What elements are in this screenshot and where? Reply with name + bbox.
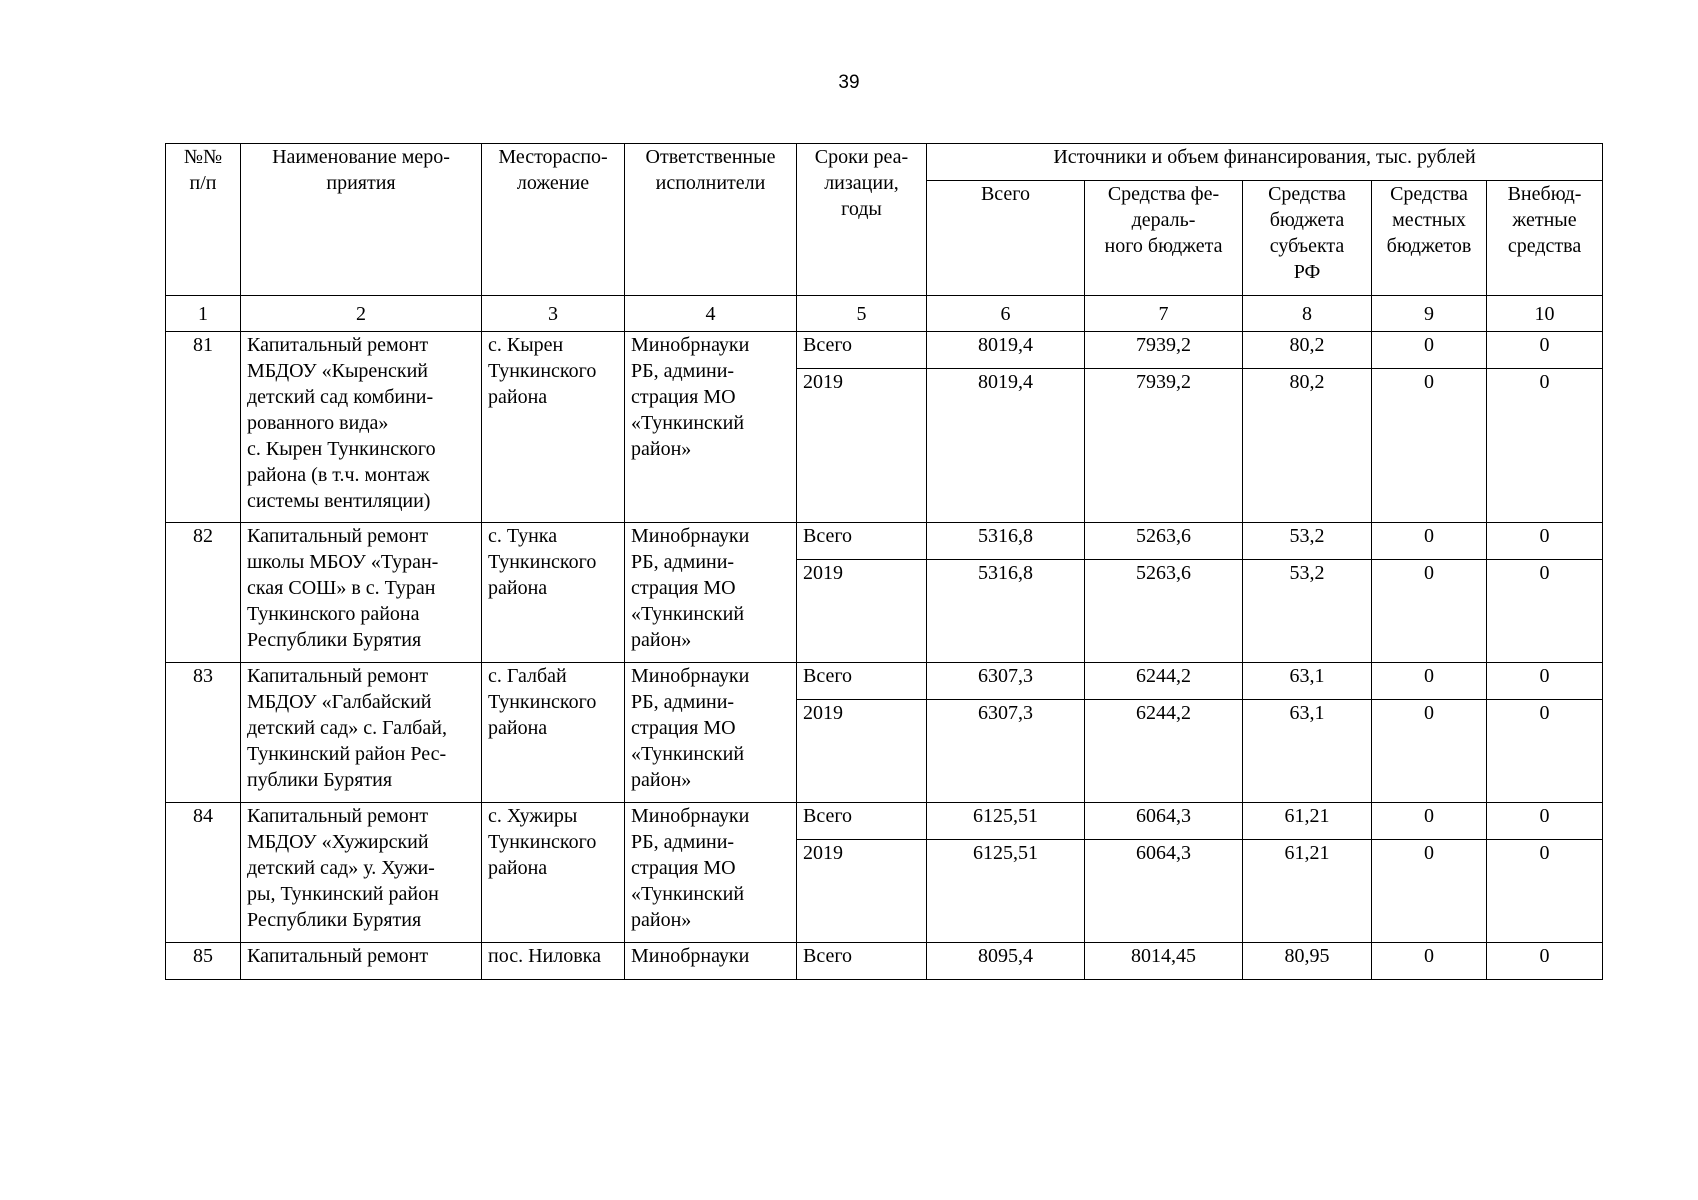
amount-total: 6307,3 [927, 663, 1085, 700]
period-label: Всего [797, 943, 927, 980]
period-label: Всего [797, 332, 927, 369]
amount-local: 0 [1372, 332, 1487, 369]
table-row [166, 523, 1603, 560]
header-local: Средства местных бюджетов [1372, 181, 1487, 296]
executors: Минобрнауки РБ, админи- страция МО «Тункинский район» [625, 803, 797, 943]
header-total: Всего [927, 181, 1085, 296]
period-label: Всего [797, 523, 927, 560]
amount-local: 0 [1372, 803, 1487, 840]
amount-total: 5316,8 [927, 523, 1085, 560]
header-period: Сроки реа- лизации, годы [797, 144, 927, 296]
period-label: Всего [797, 803, 927, 840]
period-label: Всего [797, 663, 927, 700]
amount-federal: 8014,45 [1085, 943, 1243, 980]
amount-extrabudgetary: 0 [1487, 369, 1603, 523]
location: с. Галбай Тункинского района [482, 663, 625, 803]
amount-subject: 80,95 [1243, 943, 1372, 980]
executors: Минобрнауки РБ, админи- страция МО «Тункинский район» [625, 332, 797, 523]
amount-extrabudgetary: 0 [1487, 332, 1603, 369]
location: с. Тунка Тункинского района [482, 523, 625, 663]
header-federal: Средства фе- дераль- ного бюджета [1085, 181, 1243, 296]
amount-subject: 53,2 [1243, 560, 1372, 663]
amount-local: 0 [1372, 943, 1487, 980]
amount-subject: 80,2 [1243, 332, 1372, 369]
amount-subject: 53,2 [1243, 523, 1372, 560]
row-number: 81 [166, 332, 241, 523]
amount-local: 0 [1372, 560, 1487, 663]
location: с. Кырен Тункинского района [482, 332, 625, 523]
amount-subject: 63,1 [1243, 700, 1372, 803]
amount-federal: 5263,6 [1085, 523, 1243, 560]
column-number: 5 [797, 296, 927, 332]
column-number: 8 [1243, 296, 1372, 332]
amount-local: 0 [1372, 700, 1487, 803]
amount-local: 0 [1372, 523, 1487, 560]
table-row [166, 803, 1603, 840]
amount-extrabudgetary: 0 [1487, 560, 1603, 663]
header-row [166, 144, 1603, 181]
amount-subject: 61,21 [1243, 803, 1372, 840]
column-number: 4 [625, 296, 797, 332]
row-number: 85 [166, 943, 241, 980]
amount-total: 6125,51 [927, 803, 1085, 840]
amount-local: 0 [1372, 663, 1487, 700]
amount-local: 0 [1372, 840, 1487, 943]
header-extrabudgetary: Внебюд- жетные средства [1487, 181, 1603, 296]
location: с. Хужиры Тункинского района [482, 803, 625, 943]
amount-federal: 6244,2 [1085, 663, 1243, 700]
table-row [166, 943, 1603, 980]
amount-subject: 63,1 [1243, 663, 1372, 700]
amount-extrabudgetary: 0 [1487, 700, 1603, 803]
event-name: Капитальный ремонт [241, 943, 482, 980]
period-label: 2019 [797, 840, 927, 943]
amount-total: 8019,4 [927, 332, 1085, 369]
amount-federal: 6244,2 [1085, 700, 1243, 803]
amount-total: 8095,4 [927, 943, 1085, 980]
amount-federal: 7939,2 [1085, 332, 1243, 369]
amount-extrabudgetary: 0 [1487, 840, 1603, 943]
event-name: Капитальный ремонт МБДОУ «Хужирский детский сад» у. Хужи- ры, Тункинский район Республики Бурятия [241, 803, 482, 943]
header-location: Местораспо- ложение [482, 144, 625, 296]
amount-extrabudgetary: 0 [1487, 943, 1603, 980]
page-number: 39 [838, 72, 860, 93]
amount-extrabudgetary: 0 [1487, 523, 1603, 560]
amount-federal: 7939,2 [1085, 369, 1243, 523]
event-name: Капитальный ремонт МБДОУ «Галбайский детский сад» с. Галбай, Тункинский район Рес- публики Бурятия [241, 663, 482, 803]
amount-total: 5316,8 [927, 560, 1085, 663]
event-name: Капитальный ремонт школы МБОУ «Туран- ская СОШ» в с. Туран Тункинского района Республики Бурятия [241, 523, 482, 663]
column-number: 3 [482, 296, 625, 332]
executors: Минобрнауки РБ, админи- страция МО «Тункинский район» [625, 523, 797, 663]
period-label: 2019 [797, 369, 927, 523]
table-row [166, 332, 1603, 369]
header-financing-group: Источники и объем финансирования, тыс. рублей [927, 144, 1603, 181]
header-subject: Средства бюджета субъекта РФ [1243, 181, 1372, 296]
column-number: 2 [241, 296, 482, 332]
amount-extrabudgetary: 0 [1487, 803, 1603, 840]
header-number: №№ п/п [166, 144, 241, 296]
amount-total: 8019,4 [927, 369, 1085, 523]
column-number: 7 [1085, 296, 1243, 332]
row-number: 84 [166, 803, 241, 943]
amount-total: 6125,51 [927, 840, 1085, 943]
column-numbers-row [166, 296, 1603, 332]
amount-subject: 61,21 [1243, 840, 1372, 943]
column-number: 6 [927, 296, 1085, 332]
column-number: 9 [1372, 296, 1487, 332]
header-event-name: Наименование меро- приятия [241, 144, 482, 296]
financing-table [165, 143, 1603, 980]
amount-federal: 5263,6 [1085, 560, 1243, 663]
table-row [166, 663, 1603, 700]
event-name: Капитальный ремонт МБДОУ «Кыренский детский сад комбини- рованного вида» с. Кырен Тункинского района (в т.ч. монтаж системы вентиляции) [241, 332, 482, 523]
amount-federal: 6064,3 [1085, 840, 1243, 943]
row-number: 83 [166, 663, 241, 803]
location: пос. Ниловка [482, 943, 625, 980]
amount-total: 6307,3 [927, 700, 1085, 803]
amount-subject: 80,2 [1243, 369, 1372, 523]
amount-local: 0 [1372, 369, 1487, 523]
row-number: 82 [166, 523, 241, 663]
executors: Минобрнауки [625, 943, 797, 980]
period-label: 2019 [797, 700, 927, 803]
executors: Минобрнауки РБ, админи- страция МО «Тункинский район» [625, 663, 797, 803]
amount-federal: 6064,3 [1085, 803, 1243, 840]
amount-extrabudgetary: 0 [1487, 663, 1603, 700]
header-executors: Ответственные исполнители [625, 144, 797, 296]
period-label: 2019 [797, 560, 927, 663]
column-number: 1 [166, 296, 241, 332]
column-number: 10 [1487, 296, 1603, 332]
